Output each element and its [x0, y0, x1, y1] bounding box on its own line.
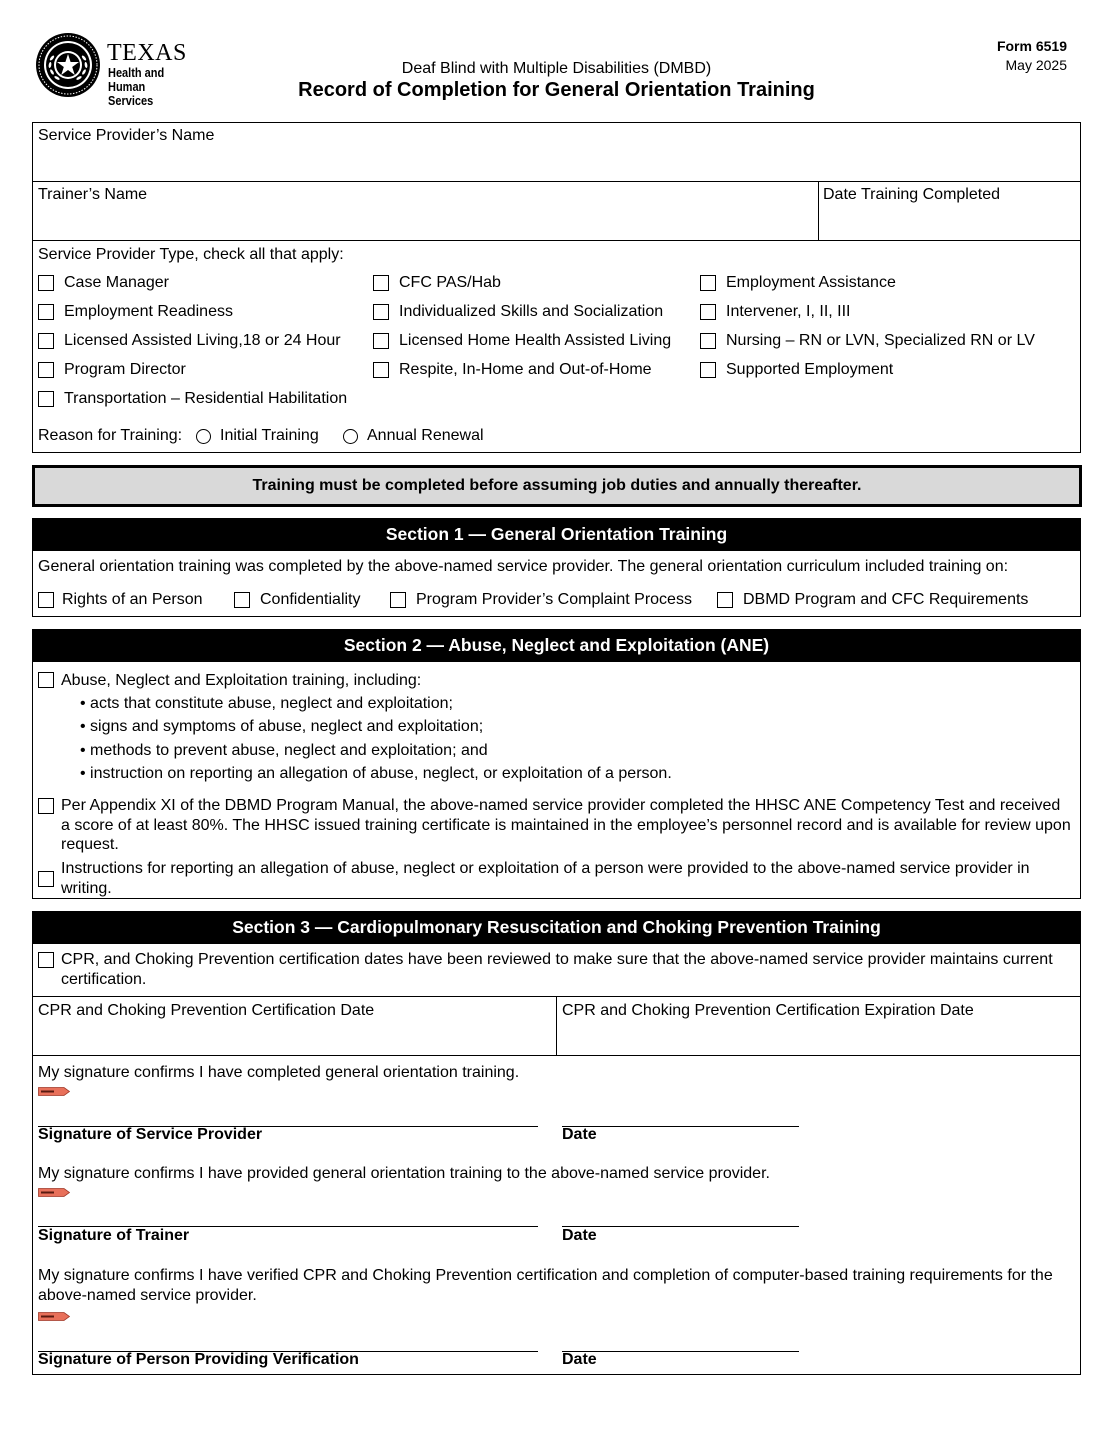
- date-line-trainer[interactable]: [562, 1226, 799, 1227]
- cpr-cert-date-label: CPR and Choking Prevention Certification Date: [38, 1002, 375, 1019]
- signature-statement: My signature confirms I have verified CPR and Choking Prevention certification and completion of computer-based training requirements for the above-named service provider.: [38, 1267, 1053, 1304]
- ane-bullet: • signs and symptoms of abuse, neglect and exploitation;: [80, 718, 484, 735]
- option-label: Employment Assistance: [726, 274, 896, 291]
- option-label: Supported Employment: [726, 361, 894, 378]
- date-training-completed-input[interactable]: [823, 209, 1077, 237]
- training-notice: Training must be completed before assuming job duties and annually thereafter.: [32, 465, 1082, 507]
- date-label: Date: [562, 1351, 597, 1368]
- service-provider-name-input[interactable]: [38, 150, 1072, 178]
- checkbox-cfc-pas-hab[interactable]: [373, 275, 389, 291]
- checkbox-employment-assistance[interactable]: [700, 275, 716, 291]
- checkbox-respite[interactable]: [373, 362, 389, 378]
- option-label: Licensed Home Health Assisted Living: [399, 332, 672, 349]
- provider-type-label: Service Provider Type, check all that apply:: [38, 246, 344, 263]
- logo-agency-line2: Services: [108, 94, 154, 108]
- option-label: Confidentiality: [260, 591, 361, 608]
- section3-header: Section 3 — Cardiopulmonary Resuscitation and Choking Prevention Training: [32, 911, 1081, 944]
- cpr-expiration-date-input[interactable]: [562, 1025, 1076, 1053]
- ane-instructions-text: Instructions for reporting an allegation of abuse, neglect or exploitation of a person were provided to the above-named service provider in writing.: [61, 860, 1030, 897]
- signature-label: Signature of Trainer: [38, 1227, 190, 1244]
- divider: [32, 181, 1081, 182]
- section1-intro: General orientation training was completed by the above-named service provider. The general orientation curriculum included training on:: [38, 558, 1009, 575]
- date-label: Date: [562, 1126, 597, 1143]
- ane-competency-text: Per Appendix XI of the DBMD Program Manual, the above-named service provider completed the HHSC ANE Competency Test and received a score of at least 80%. The HHSC issued training certificate is maintained in the employee’s personnel record and is available for review upon request.: [61, 797, 1071, 853]
- section2-header: Section 2 — Abuse, Neglect and Exploitation (ANE): [32, 629, 1081, 662]
- checkbox-case-manager[interactable]: [38, 275, 54, 291]
- checkbox-ane-training[interactable]: [38, 672, 54, 688]
- checkbox-transportation[interactable]: [38, 391, 54, 407]
- divider: [556, 996, 557, 1056]
- option-label: Program Director: [64, 361, 186, 378]
- radio-initial-training[interactable]: [196, 429, 211, 444]
- checkbox-confidentiality[interactable]: [234, 592, 250, 608]
- trainer-name-label: Trainer’s Name: [38, 186, 148, 203]
- signature-label: Signature of Person Providing Verification: [38, 1351, 359, 1368]
- trainer-name-input[interactable]: [38, 209, 812, 237]
- checkbox-cpr-dates-reviewed[interactable]: [38, 952, 54, 968]
- form-date: May 2025: [1005, 57, 1067, 73]
- radio-annual-renewal[interactable]: [343, 429, 358, 444]
- option-label: Transportation – Residential Habilitation: [64, 390, 348, 407]
- radio-label: Annual Renewal: [367, 427, 484, 444]
- checkbox-licensed-assisted-living[interactable]: [38, 333, 54, 349]
- ane-bullet: • methods to prevent abuse, neglect and exploitation; and: [80, 742, 488, 759]
- checkbox-program-director[interactable]: [38, 362, 54, 378]
- divider: [32, 240, 1081, 241]
- checkbox-employment-readiness[interactable]: [38, 304, 54, 320]
- option-label: Individualized Skills and Socialization: [399, 303, 664, 320]
- checkbox-individualized-skills[interactable]: [373, 304, 389, 320]
- option-label: Case Manager: [64, 274, 169, 291]
- checkbox-nursing[interactable]: [700, 333, 716, 349]
- option-label: Employment Readiness: [64, 303, 233, 320]
- ane-bullet: • acts that constitute abuse, neglect and exploitation;: [80, 695, 453, 712]
- checkbox-complaint-process[interactable]: [390, 592, 406, 608]
- ane-bullet: • instruction on reporting an allegation of abuse, neglect, or exploitation of a person.: [80, 765, 672, 782]
- cpr-reviewed-text: CPR, and Choking Prevention certification dates have been reviewed to make sure that the above-named service provider maintains current certification.: [61, 951, 1053, 988]
- checkbox-dbmd-cfc-requirements[interactable]: [717, 592, 733, 608]
- option-label: Rights of an Person: [62, 591, 203, 608]
- checkbox-supported-employment[interactable]: [700, 362, 716, 378]
- option-label: Program Provider’s Complaint Process: [416, 591, 692, 608]
- service-provider-name-label: Service Provider’s Name: [38, 127, 215, 144]
- date-line-service-provider[interactable]: [562, 1126, 799, 1127]
- form-number: Form 6519: [996, 38, 1067, 54]
- date-line-verifier[interactable]: [562, 1351, 799, 1352]
- sign-here-tag-icon[interactable]: [38, 1188, 70, 1197]
- checkbox-ane-competency-test[interactable]: [38, 798, 54, 814]
- divider: [818, 181, 819, 241]
- logo-texas-text: TEXAS: [107, 40, 187, 66]
- signature-statement: My signature confirms I have provided general orientation training to the above-named service provider.: [38, 1165, 770, 1182]
- sign-here-tag-icon[interactable]: [38, 1312, 70, 1321]
- ane-training-label: Abuse, Neglect and Exploitation training, including:: [61, 672, 422, 689]
- checkbox-intervener[interactable]: [700, 304, 716, 320]
- page-title: Record of Completion for General Orientation Training: [298, 79, 815, 101]
- reason-label: Reason for Training:: [38, 427, 183, 444]
- cpr-cert-date-input[interactable]: [38, 1025, 552, 1053]
- signature-label: Signature of Service Provider: [38, 1126, 263, 1143]
- option-label: Nursing – RN or LVN, Specialized RN or LV: [726, 332, 1035, 349]
- logo-agency-line1: Health and Human: [108, 66, 165, 94]
- option-label: DBMD Program and CFC Requirements: [743, 591, 1029, 608]
- checkbox-ane-written-instructions[interactable]: [38, 871, 54, 887]
- date-label: Date: [562, 1227, 597, 1244]
- option-label: Licensed Assisted Living,18 or 24 Hour: [64, 332, 341, 349]
- option-label: Intervener, I, II, III: [726, 303, 851, 320]
- option-label: Respite, In-Home and Out-of-Home: [399, 361, 652, 378]
- radio-label: Initial Training: [220, 427, 319, 444]
- cpr-expiration-date-label: CPR and Choking Prevention Certification Expiration Date: [562, 1002, 974, 1019]
- checkbox-licensed-home-health[interactable]: [373, 333, 389, 349]
- date-training-completed-label: Date Training Completed: [823, 186, 1000, 203]
- signature-statement: My signature confirms I have completed general orientation training.: [38, 1064, 520, 1081]
- section1-header: Section 1 — General Orientation Training: [32, 518, 1081, 551]
- program-name: Deaf Blind with Multiple Disabilities (DMBD): [401, 60, 712, 77]
- checkbox-rights-of-person[interactable]: [38, 592, 54, 608]
- sign-here-tag-icon[interactable]: [38, 1087, 70, 1096]
- option-label: CFC PAS/Hab: [399, 274, 501, 291]
